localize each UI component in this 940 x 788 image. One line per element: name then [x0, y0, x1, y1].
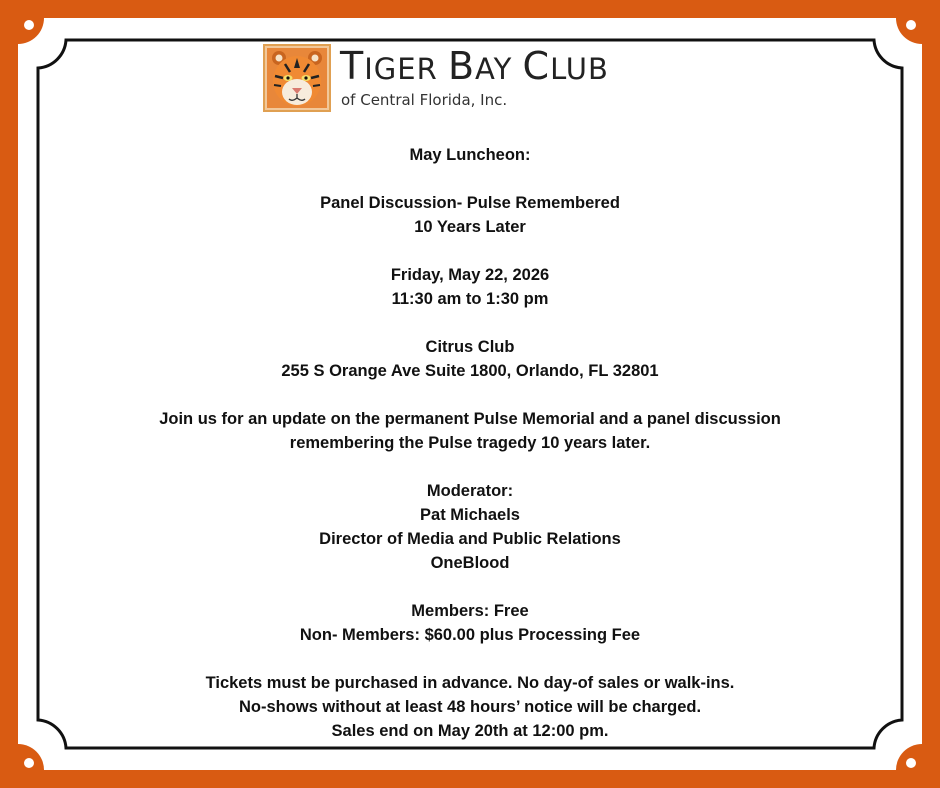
- policy-line: Sales end on May 20th at 12:00 pm.: [331, 722, 609, 740]
- policy-line: No-shows without at least 48 hours’ notice will be charged.: [238, 698, 702, 716]
- event-details: [0, 143, 940, 767]
- event-venue-block: [0, 335, 940, 383]
- club-name: TIGER BAY CLUB: [340, 44, 609, 88]
- description-line: Join us for an update on the permanent Pulse Memorial and a panel discussion: [159, 410, 781, 428]
- non-members-price: Non- Members: $60.00 plus Processing Fee: [299, 626, 641, 644]
- members-price: Members: Free: [411, 602, 529, 620]
- event-description-block: [0, 407, 940, 455]
- event-heading: May Luncheon:: [409, 146, 531, 164]
- policy-block: [0, 671, 940, 743]
- event-datetime-block: [0, 263, 940, 311]
- moderator-title: Director of Media and Public Relations: [319, 530, 621, 548]
- venue-address: 255 S Orange Ave Suite 1800, Orlando, FL 32801: [281, 362, 659, 380]
- moderator-organization: OneBlood: [430, 554, 510, 572]
- event-time: 11:30 am to 1:30 pm: [391, 290, 549, 308]
- policy-line: Tickets must be purchased in advance. No day-of sales or walk-ins.: [205, 674, 735, 692]
- moderator-name: Pat Michaels: [420, 506, 520, 524]
- pricing-block: [0, 599, 940, 647]
- tiger-face-icon: [263, 44, 331, 112]
- event-date: Friday, May 22, 2026: [390, 266, 550, 284]
- event-heading-block: [0, 143, 940, 167]
- club-logo: [263, 44, 683, 116]
- description-line: remembering the Pulse tragedy 10 years later.: [289, 434, 651, 452]
- event-topic-line: Panel Discussion- Pulse Remembered: [320, 194, 620, 212]
- venue-name: Citrus Club: [425, 338, 515, 356]
- moderator-label: Moderator:: [426, 482, 514, 500]
- moderator-block: [0, 479, 940, 575]
- club-subtitle: of Central Florida, Inc.: [341, 91, 508, 109]
- event-topic-line: 10 Years Later: [414, 218, 526, 236]
- event-topic-block: [0, 191, 940, 239]
